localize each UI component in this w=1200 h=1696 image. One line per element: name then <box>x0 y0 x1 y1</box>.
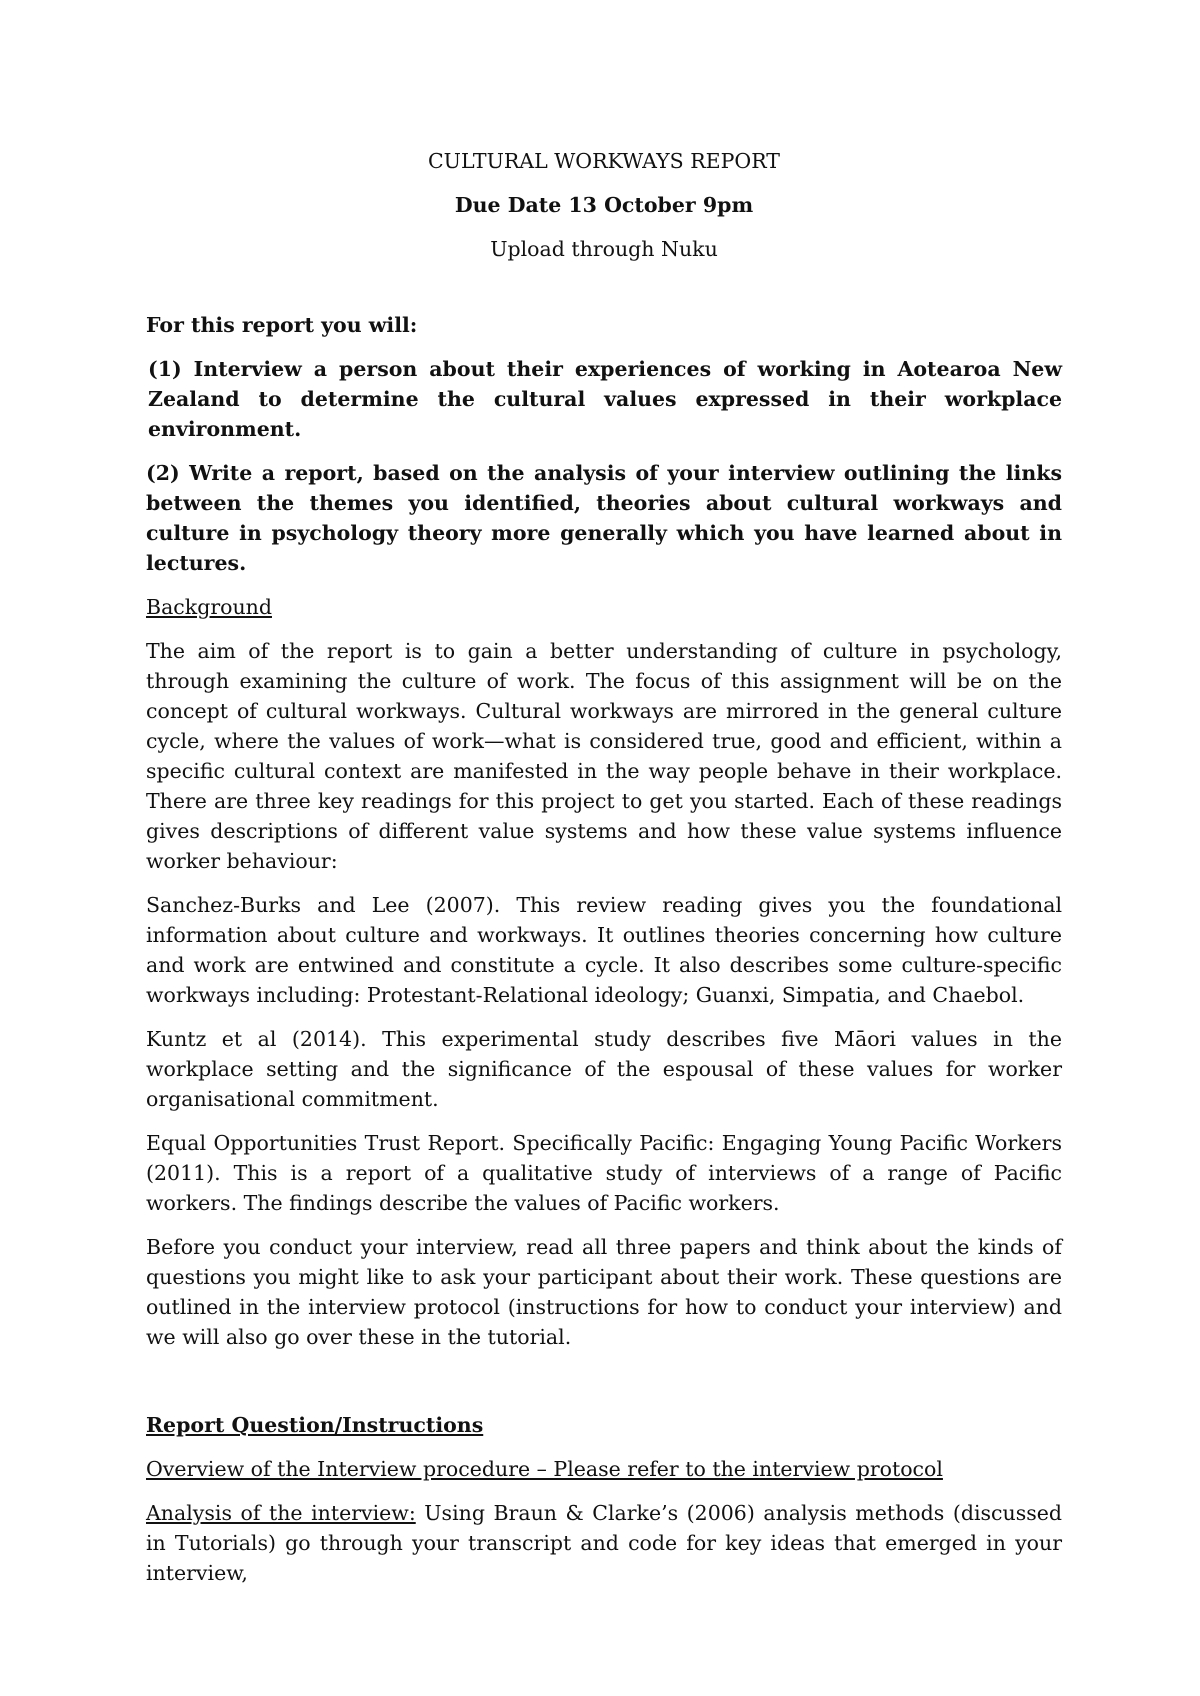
due-date: Due Date 13 October 9pm <box>454 193 754 217</box>
analysis-paragraph <box>146 1498 1062 1588</box>
analysis-label: Analysis of the interview: <box>146 1501 416 1525</box>
upload-note: Upload through Nuku <box>490 237 718 261</box>
background-heading: Background <box>146 595 272 619</box>
task-item-2: (2) Write a report, based on the analysis of your interview outlining the links between the themes you identified, theories about cultural workways and culture in psychology theory more generally which you have learned about in lectures. <box>146 461 1062 575</box>
task-item-1: (1) Interview a person about their experiences of working in Aotearoa New Zealand to determine the cultural values expressed in their workplace environment. <box>148 357 1062 441</box>
document-body <box>146 146 1062 1602</box>
instructions-heading: Report Question/Instructions <box>146 1413 484 1437</box>
spacer <box>146 1366 1062 1410</box>
background-paragraph: The aim of the report is to gain a better understanding of culture in psychology, through examining the culture of work. The focus of this assignment will be on the concept of cultural workways. Cultural workways are mirrored in the general culture cycle, where the values of work—what is considered true, good and efficient, within a specific cultural context are manifested in the way people behave in their workplace. There are three key readings for this project to get you started. Each of these readings gives descriptions of different value systems and how these value systems influence worker behaviour: <box>146 639 1062 873</box>
reading-equal-opportunities: Equal Opportunities Trust Report. Specifically Pacific: Engaging Young Pacific Workers (2011). This is a report of a qualitative study of interviews of a range of Pacific workers. The findings describe the values of Pacific workers. <box>146 1131 1062 1215</box>
before-interview-paragraph: Before you conduct your interview, read all three papers and think about the kinds of questions you might like to ask your participant about their work. These questions are outlined in the interview protocol (instructions for how to conduct your interview) and we will also go over these in the tutorial. <box>146 1235 1062 1349</box>
report-title: CULTURAL WORKWAYS REPORT <box>428 149 780 173</box>
interview-overview: Overview of the Interview procedure – Please refer to the interview protocol <box>146 1457 943 1481</box>
reading-kuntz: Kuntz et al (2014). This experimental study describes five Māori values in the workplace setting and the significance of the espousal of these values for worker organisational commitment. <box>146 1027 1062 1111</box>
reading-sanchez-burks: Sanchez-Burks and Lee (2007). This review reading gives you the foundational information about culture and workways. It outlines theories concerning how culture and work are entwined and constitute a cycle. It also describes some culture-specific workways including: Protestant-Relational ideology; Guanxi, Simpatia, and Chaebol. <box>146 893 1062 1007</box>
intro-lead: For this report you will: <box>146 313 418 337</box>
spacer <box>146 264 1062 310</box>
analysis-text: Using Braun & Clarke’s (2006) analysis methods (discussed in Tutorials) go through your transcript and code for key ideas that emerged in your interview, <box>146 1501 1063 1585</box>
